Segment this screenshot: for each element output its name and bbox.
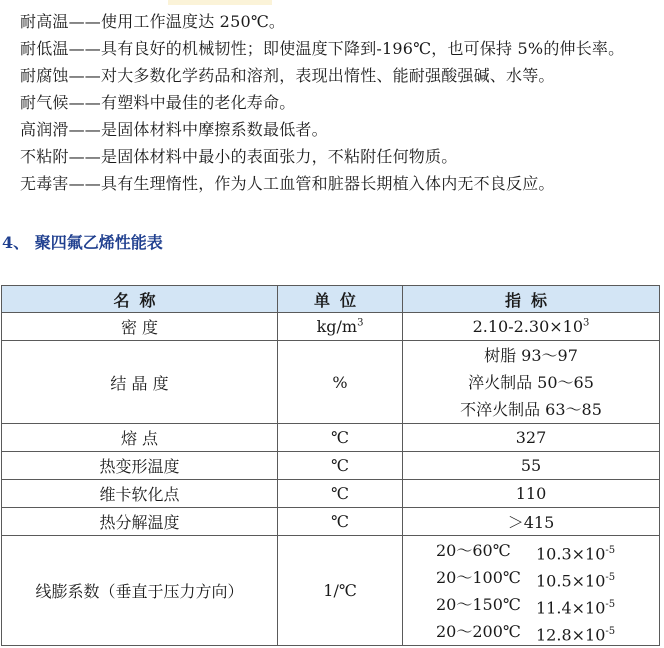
cell-value: 327 (403, 424, 660, 452)
header-name: 名称 (2, 286, 278, 313)
crystallinity-unquenched: 不淬火制品 63～85 (460, 399, 602, 419)
property-non-toxic: 无毒害——具有生理惰性，作为人工血管和脏器长期植入体内无不良反应。 (20, 174, 555, 193)
cell-name: 结 晶 度 (2, 341, 278, 424)
cell-name: 热分解温度 (2, 508, 278, 536)
table-header-row (2, 286, 660, 313)
performance-table (1, 285, 660, 646)
cell-unit: 1/℃ (278, 536, 403, 646)
cell-value: 110 (403, 480, 660, 508)
property-corrosion: 耐腐蚀——对大多数化学药品和溶剂，表现出惰性、能耐强酸强碱、水等。 (20, 66, 555, 85)
cell-unit: ℃ (278, 424, 403, 452)
property-lubrication: 高润滑——是固体材料中摩擦系数最低者。 (20, 120, 328, 139)
crystallinity-quenched: 淬火制品 50～65 (468, 372, 594, 392)
table-row-melting-point (2, 424, 660, 452)
property-non-stick: 不粘附——是固体材料中最小的表面张力，不粘附任何物质。 (20, 147, 458, 166)
cell-unit: $kg/m^3$ (278, 313, 403, 341)
cell-name: 线膨系数（垂直于压力方向） (2, 536, 278, 646)
cell-name: 熔 点 (2, 424, 278, 452)
cell-value: ＞415 (403, 508, 660, 536)
cell-value: 55 (403, 452, 660, 480)
cell-value: $2.10-2.30\times 10^3$ (403, 313, 660, 341)
cell-name: 维卡软化点 (2, 480, 278, 508)
table-row-vicat (2, 480, 660, 508)
cell-unit: ℃ (278, 452, 403, 480)
cell-unit: % (278, 341, 403, 424)
property-high-temp: 耐高温——使用工作温度达 250℃。 (20, 12, 286, 31)
table-row-decomposition (2, 508, 660, 536)
cell-name: 密 度 (2, 313, 278, 341)
cell-unit: ℃ (278, 508, 403, 536)
crystallinity-resin: 树脂 93～97 (484, 345, 578, 365)
cell-unit: ℃ (278, 480, 403, 508)
expansion-line: 20～200℃ $12.8\times 10^{-5}$ (436, 621, 616, 644)
property-list (20, 8, 660, 197)
expansion-line: 20～150℃ $11.4\times 10^{-5}$ (436, 594, 616, 617)
table-row-expansion (2, 536, 660, 646)
cell-value (403, 341, 660, 424)
expansion-line: 20～100℃ $10.5\times 10^{-5}$ (436, 567, 616, 590)
header-value: 指标 (403, 286, 660, 313)
header-unit: 单位 (278, 286, 403, 313)
cell-value (403, 536, 660, 646)
section-title: 4、 聚四氟乙烯性能表 (2, 233, 163, 252)
table-row-heat-deflection (2, 452, 660, 480)
top-highlight-bar (168, 0, 272, 5)
property-weather: 耐气候——有塑料中最佳的老化寿命。 (20, 93, 296, 112)
property-low-temp: 耐低温——具有良好的机械韧性；即使温度下降到-196℃，也可保持 5%的伸长率。 (20, 39, 625, 58)
table-row-density (2, 313, 660, 341)
expansion-line: 20～60℃ $10.3\times 10^{-5}$ (436, 540, 616, 563)
table-row-crystallinity (2, 341, 660, 424)
cell-name: 热变形温度 (2, 452, 278, 480)
